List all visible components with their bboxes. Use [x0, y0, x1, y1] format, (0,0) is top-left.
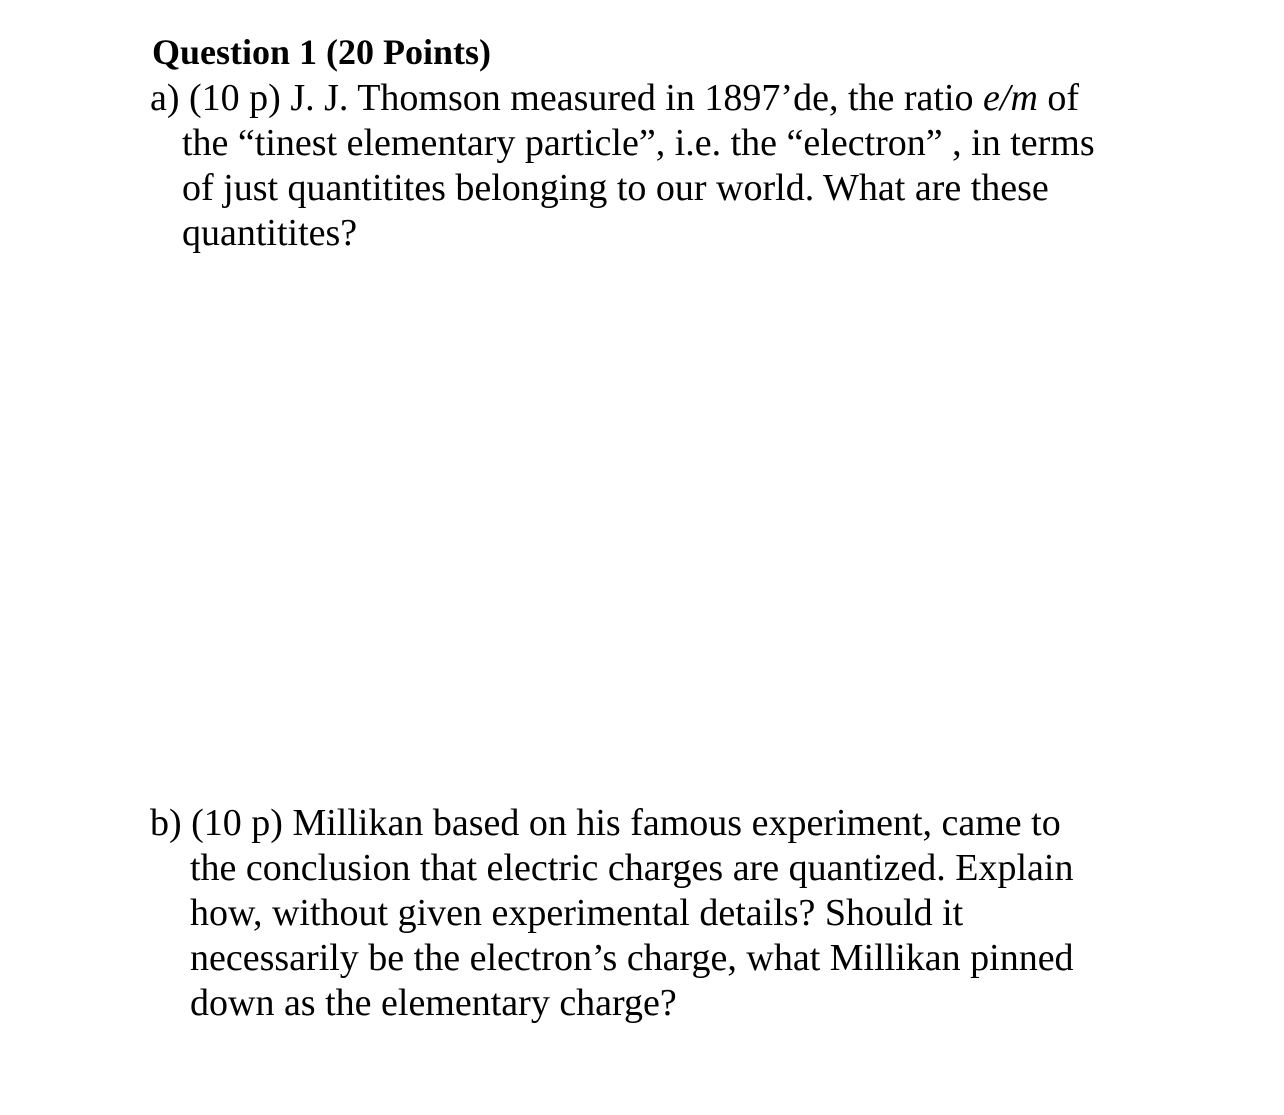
part-b-line-5: down as the elementary charge?: [190, 982, 677, 1024]
part-a-line-2: the “tinest elementary particle”, i.e. the “electron” , in terms: [182, 122, 1095, 164]
part-b-line-4: necessarily be the electron’s charge, what Millikan pinned: [190, 937, 1074, 979]
part-a-line-4: quantitites?: [182, 212, 358, 254]
part-a-line-1: [150, 75, 1079, 121]
question-title: Question 1 (20 Points): [152, 32, 492, 72]
part-b-line-2: the conclusion that electric charges are quantized. Explain: [190, 847, 1074, 889]
ratio-symbol: e/m: [983, 77, 1038, 119]
part-a-line-1-text: a) (10 p) J. J. Thomson measured in 1897’de, the ratio: [150, 77, 984, 119]
part-a-line-1-end: of: [1037, 77, 1080, 119]
part-b-line-3: how, without given experimental details? Should it: [190, 892, 964, 934]
part-a-line-3: of just quantitites belonging to our world. What are these: [182, 167, 1049, 209]
part-b-line-1: b) (10 p) Millikan based on his famous experiment, came to: [150, 802, 1061, 844]
